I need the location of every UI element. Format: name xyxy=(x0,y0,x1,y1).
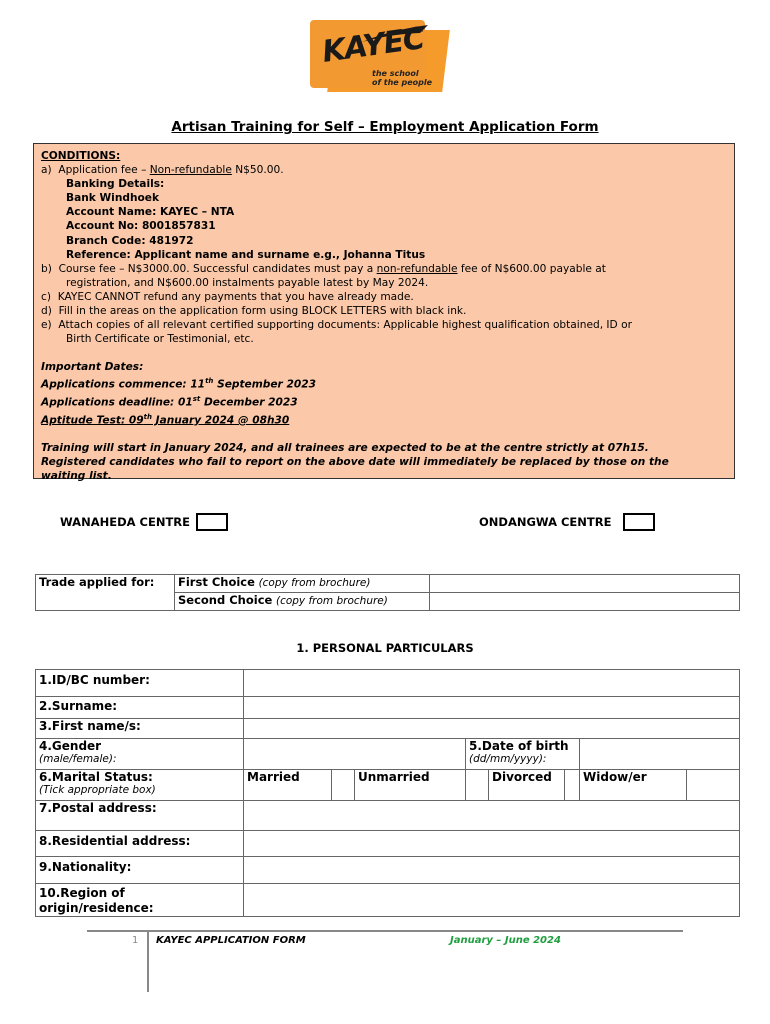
date-deadline: Applications deadline: 01st December 2023 xyxy=(41,395,298,409)
surname-label: 2.Surname: xyxy=(36,697,244,719)
widow-checkbox[interactable] xyxy=(687,770,740,801)
id-number-input[interactable] xyxy=(244,670,740,697)
second-choice-label: Second Choice (copy from brochure) xyxy=(175,593,430,611)
form-title: Artisan Training for Self – Employment Application Form xyxy=(171,119,599,135)
gender-label: 4.Gender (male/female): xyxy=(36,739,244,770)
condition-e: e) Attach copies of all relevant certified supporting documents: Applicable highest qualification obtained, ID or xyxy=(41,319,632,332)
unmarried-label: Unmarried xyxy=(355,770,466,801)
footer-rule xyxy=(87,930,683,932)
dob-input[interactable] xyxy=(580,739,740,770)
first-name-label: 3.First name/s: xyxy=(36,719,244,739)
id-number-label: 1.ID/BC number: xyxy=(36,670,244,697)
residential-address-input[interactable] xyxy=(244,831,740,857)
divorced-checkbox[interactable] xyxy=(565,770,580,801)
first-choice-label: First Choice (copy from brochure) xyxy=(175,575,430,593)
date-aptitude-test: Aptitude Test: 09th January 2024 @ 08h30 xyxy=(41,412,290,427)
conditions-text: CONDITIONS: a) Application fee – Non-refundable N$50.00. Banking Details: Bank Windhoek Account Name: KAYEC – NTA Account No: 8001857831 Branch Code: 481972 Reference: Applicant name and surname e.g., Johanna Titus b) Course fee – N$3000.00. Successful candidates must pay a non-refundable fee of N$600.00 payable at registration, and N$600.00 instalments payable latest by May 2024. c) KAYEC CANNOT refund any payments that you have already made. d) Fill in the areas on the application form using BLOCK LETTERS with black ink. e) Attach copies of all relevant certified supporting documents: Applicable highest qualification obtained, ID or Birth Certificate or Testimonial, etc. Important Dates: Applications commence: 11th September 2023 Applications deadline: 01st December 2023 Aptitude Test: 09th January 2024 @ 08h30 Training will start in January 2024, and all trainees are expected to be at the centre strictly at 07h15. Registered candidates who fail to report on the above date will immediately be replaced by those on the waiting list. xyxy=(41,150,669,483)
trade-label: Trade applied for: xyxy=(36,575,175,611)
wanaheda-centre-label: WANAHEDA CENTRE xyxy=(60,515,190,529)
footer-doc-title: KAYEC APPLICATION FORM xyxy=(156,935,306,946)
condition-a: a) Application fee – Non-refundable N$50.00. xyxy=(41,164,284,177)
region-input[interactable] xyxy=(244,884,740,917)
footer-divider xyxy=(147,930,149,992)
ondangwa-centre-checkbox[interactable] xyxy=(623,513,655,531)
ondangwa-centre-label: ONDANGWA CENTRE xyxy=(479,515,612,529)
second-choice-input[interactable] xyxy=(430,593,740,611)
personal-particulars-table xyxy=(35,669,740,917)
first-choice-input[interactable] xyxy=(430,575,740,593)
region-label: 10.Region of origin/residence: xyxy=(36,884,244,917)
date-commence: Applications commence: 11th September 2023 xyxy=(41,377,316,391)
banking-details: Banking Details: Bank Windhoek Account Name: KAYEC – NTA Account No: 8001857831 Branch Code: 481972 Reference: Applicant name and surname e.g., Johanna Titus xyxy=(66,178,426,261)
nationality-input[interactable] xyxy=(244,857,740,884)
footer-period: January – June 2024 xyxy=(450,935,561,946)
logo-wordmark: KAYEC xyxy=(320,21,427,70)
widow-label: Widow/er xyxy=(580,770,687,801)
wanaheda-centre-checkbox[interactable] xyxy=(196,513,228,531)
unmarried-checkbox[interactable] xyxy=(466,770,489,801)
training-notice: Training will start in January 2024, and all trainees are expected to be at the centre strictly at 07h15. Registered candidates who fail to report on the above date will immediately be replaced by those on the waiting list. xyxy=(41,442,669,483)
surname-input[interactable] xyxy=(244,697,740,719)
nationality-label: 9.Nationality: xyxy=(36,857,244,884)
first-name-input[interactable] xyxy=(244,719,740,739)
married-label: Married xyxy=(244,770,332,801)
conditions-heading: CONDITIONS: xyxy=(41,150,121,162)
condition-b: b) Course fee – N$3000.00. Successful candidates must pay a non-refundable fee of N$600.00 payable at xyxy=(41,262,606,275)
married-checkbox[interactable] xyxy=(332,770,355,801)
trade-table xyxy=(35,574,740,611)
page-number: 1 xyxy=(132,935,139,946)
personal-particulars-heading: 1. PERSONAL PARTICULARS xyxy=(296,641,474,655)
important-dates-heading: Important Dates: xyxy=(41,361,144,374)
marital-status-label: 6.Marital Status: (Tick appropriate box) xyxy=(36,770,244,801)
divorced-label: Divorced xyxy=(489,770,565,801)
dob-label: 5.Date of birth (dd/mm/yyyy): xyxy=(466,739,580,770)
condition-c: c) KAYEC CANNOT refund any payments that you have already made. xyxy=(41,290,414,303)
condition-d: d) Fill in the areas on the application form using BLOCK LETTERS with black ink. xyxy=(41,305,467,318)
logo-tagline: the school of the people xyxy=(372,69,433,87)
postal-address-label: 7.Postal address: xyxy=(36,801,244,831)
postal-address-input[interactable] xyxy=(244,801,740,831)
residential-address-label: 8.Residential address: xyxy=(36,831,244,857)
gender-input[interactable] xyxy=(244,739,466,770)
